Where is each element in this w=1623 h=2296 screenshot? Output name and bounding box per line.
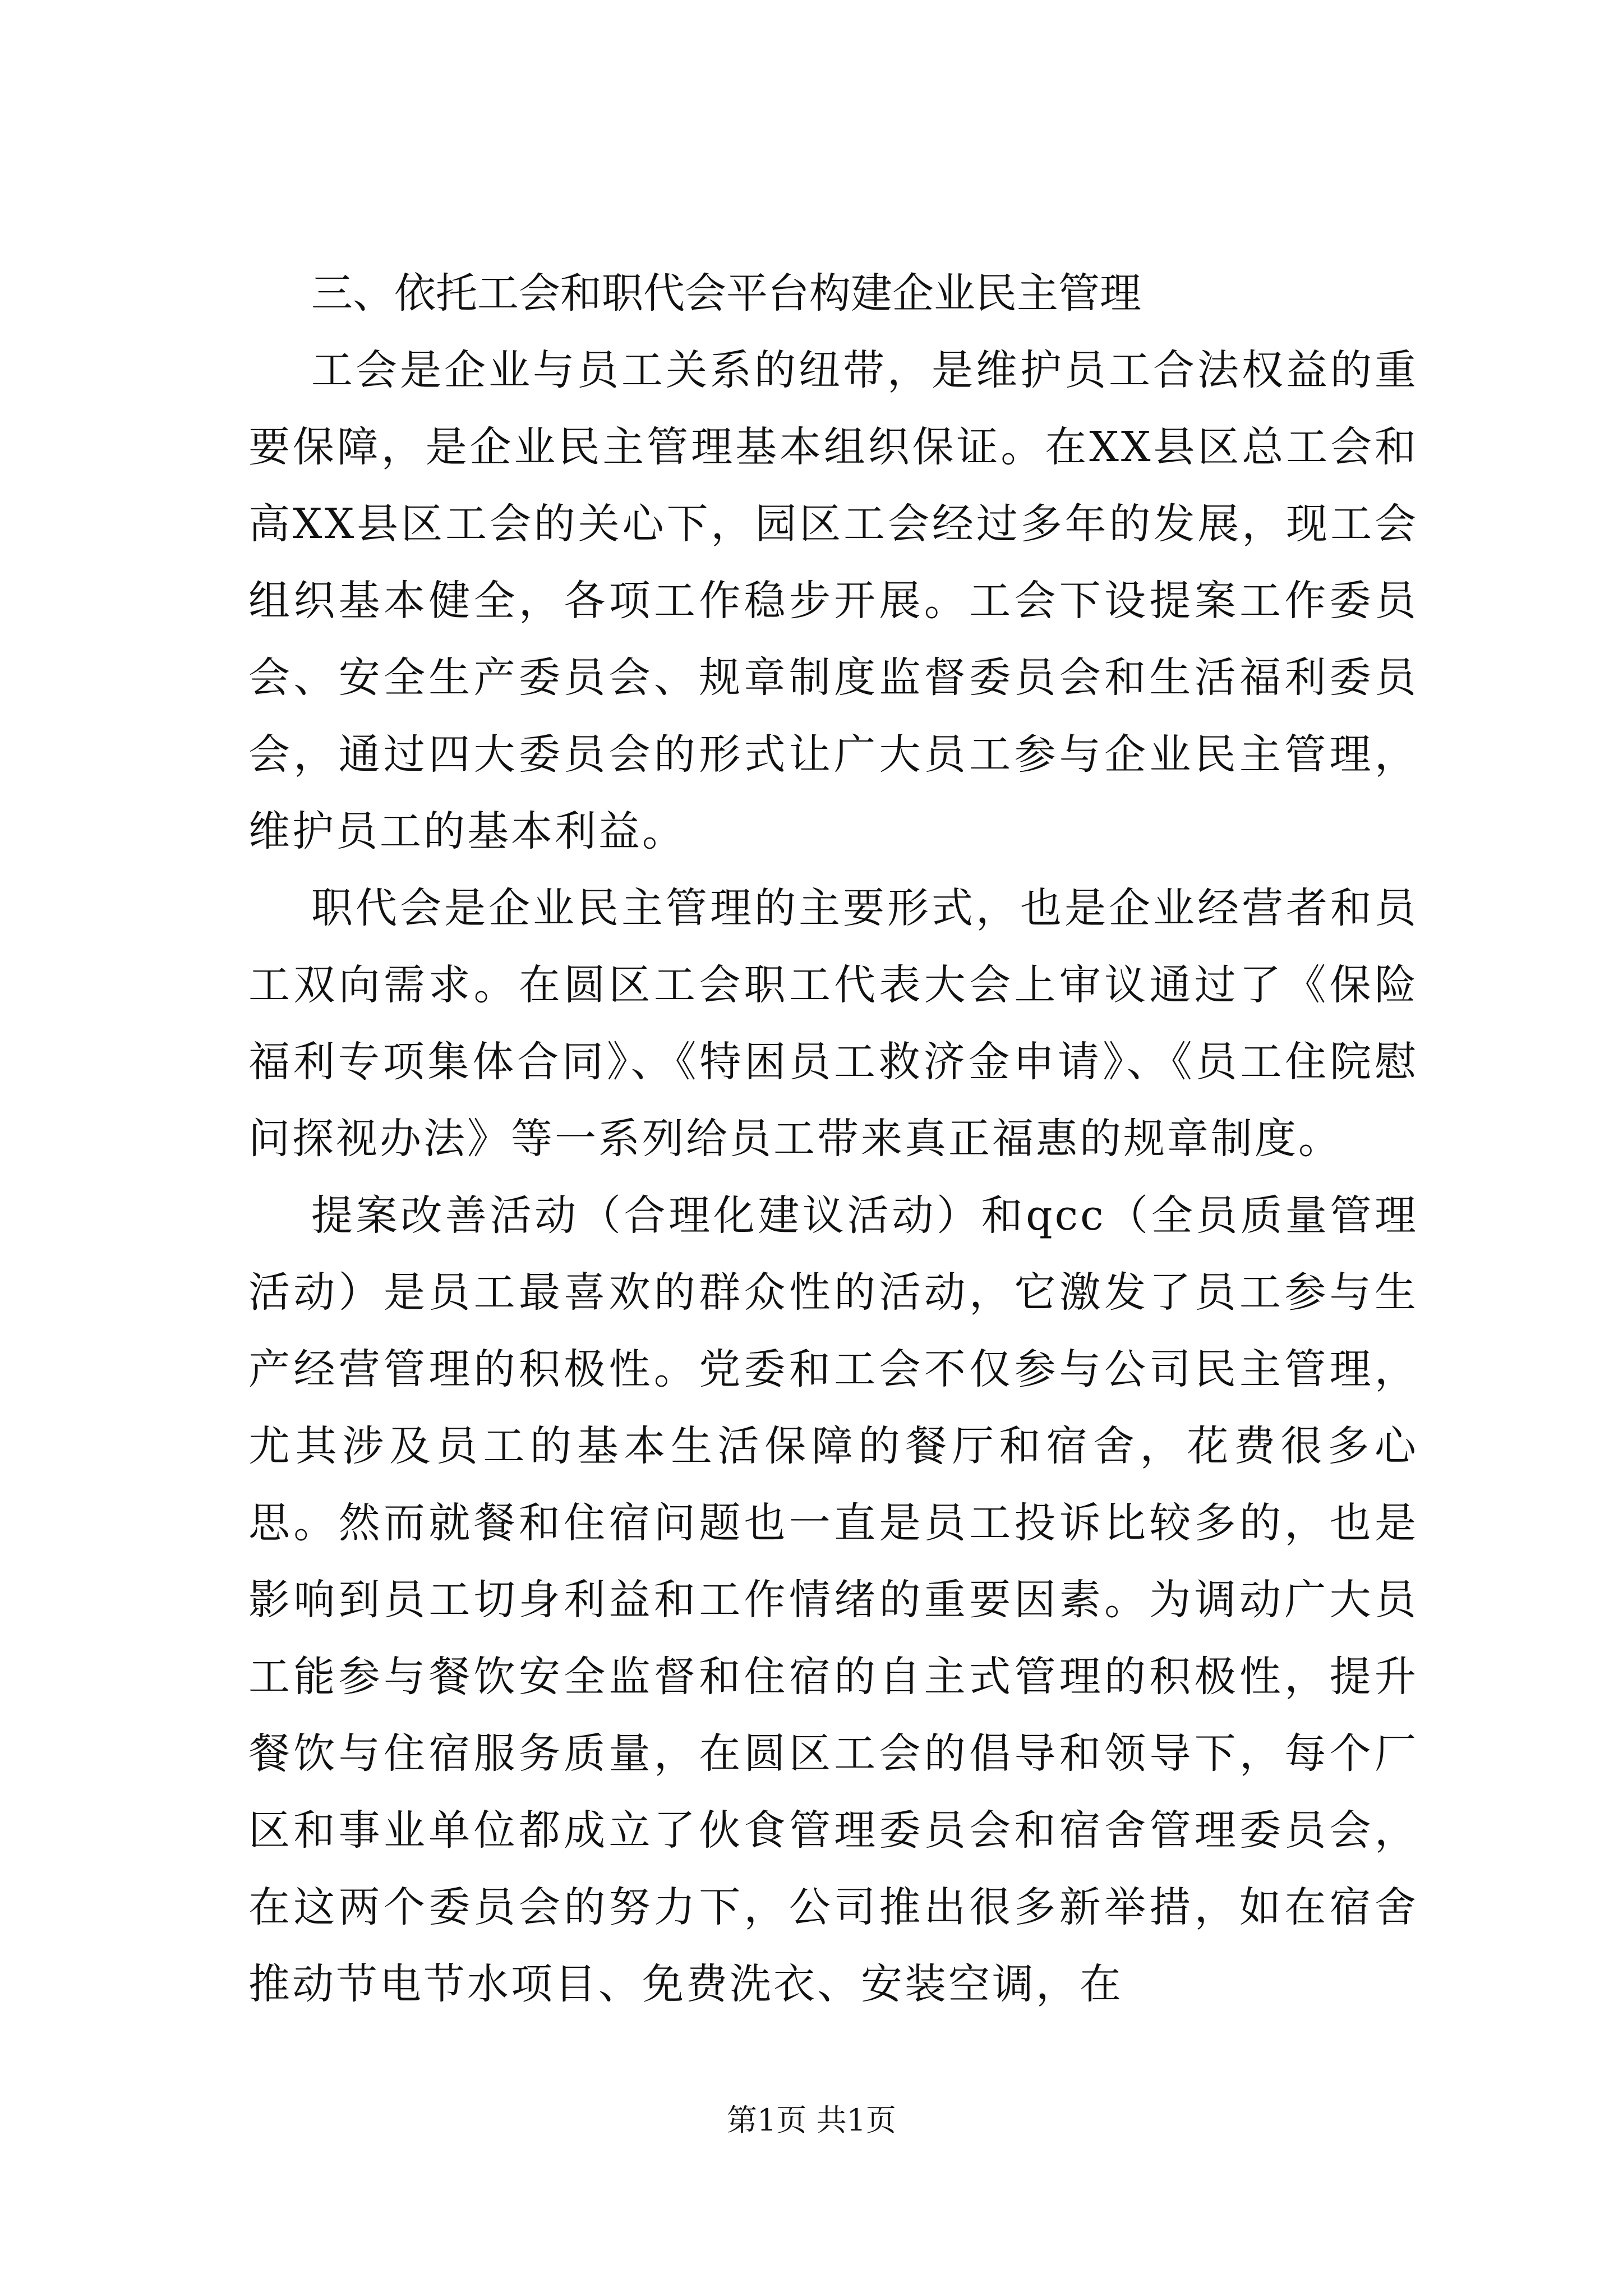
document-body (248, 255, 1418, 2023)
page-footer: 第1页 共1页 (727, 2102, 896, 2138)
paragraph-workers-congress: 职代会是企业民主管理的主要形式，也是企业经营者和员工双向需求。在圆区工会职工代表大会上审议通过了《保险福利专项集体合同》、《特困员工救济金申请》、《员工住院慰问探视办法》等一系列给员工带来真正福惠的规章制度。 (248, 884, 1418, 1163)
paragraph-proposal-activities: 提案改善活动（合理化建议活动）和qcc（全员质量管理活动）是员工最喜欢的群众性的活动，它激发了员工参与生产经营管理的积极性。党委和工会不仅参与公司民主管理，尤其涉及员工的基本生活保障的餐厅和宿舍，花费很多心思。然而就餐和住宿问题也一直是员工投诉比较多的，也是影响到员工切身利益和工作情绪的重要因素。为调动广大员工能参与餐饮安全监督和住宿的自主式管理的积极性，提升餐饮与住宿服务质量，在圆区工会的倡导和领导下，每个厂区和事业单位都成立了伙食管理委员会和宿舍管理委员会，在这两个委员会的努力下，公司推出很多新举措，如在宿舍推动节电节水项目、免费洗衣、安装空调，在 (248, 1191, 1418, 2008)
paragraph-union-role: 工会是企业与员工关系的纽带，是维护员工合法权益的重要保障，是企业民主管理基本组织保证。在XX县区总工会和高XX县区工会的关心下，园区工会经过多年的发展，现工会组织基本健全，各项工作稳步开展。工会下设提案工作委员会、安全生产委员会、规章制度监督委员会和生活福利委员会，通过四大委员会的形式让广大员工参与企业民主管理，维护员工的基本利益。 (248, 346, 1418, 855)
section-heading: 三、依托工会和职代会平台构建企业民主管理 (311, 269, 1141, 318)
